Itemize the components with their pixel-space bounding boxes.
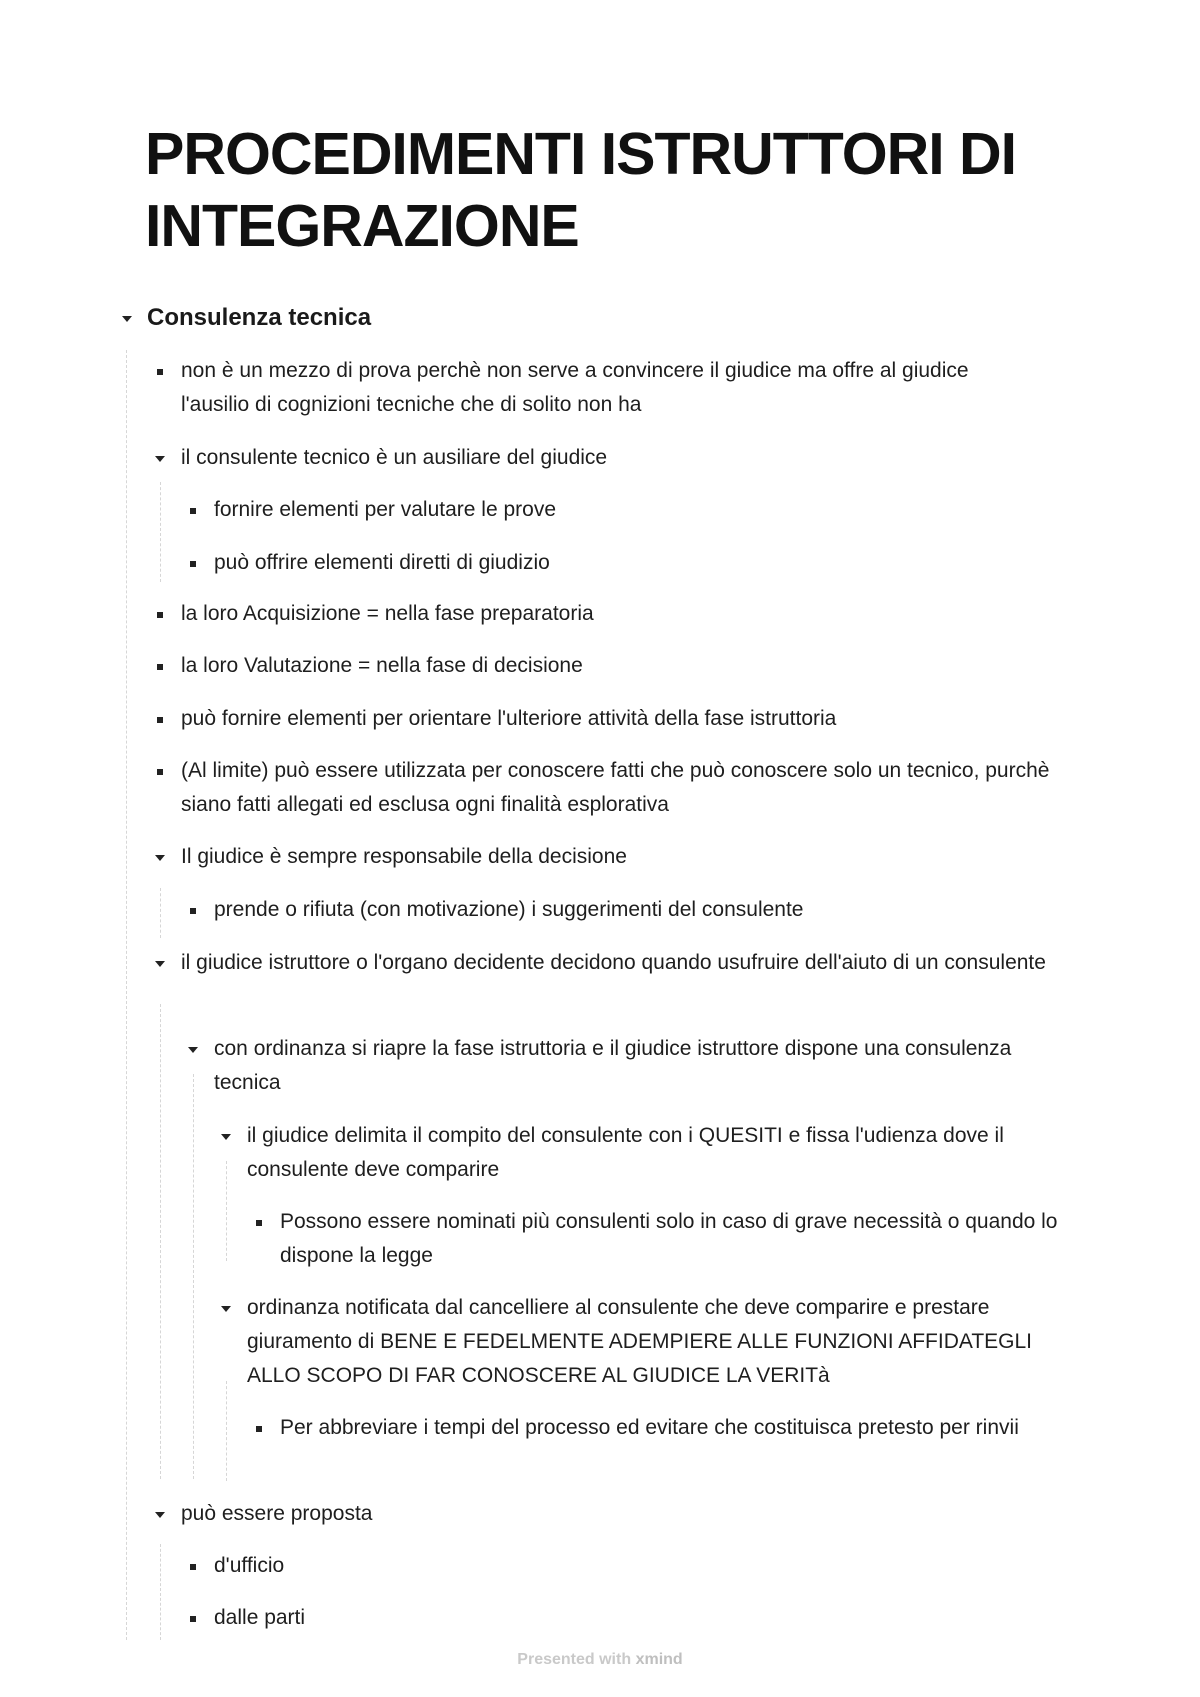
list-item: il giudice delimita il compito del consulente con i QUESITI e fissa l'udienza dove il consulente deve comparire bbox=[247, 1124, 1004, 1181]
page-title: PROCEDIMENTI ISTRUTTORI DI INTEGRAZIONE bbox=[145, 121, 1017, 259]
bullet-icon bbox=[152, 754, 168, 788]
bullet-icon bbox=[185, 1549, 201, 1583]
list-item: il consulente tecnico è un ausiliare del giudice bbox=[181, 446, 608, 469]
bullet-icon bbox=[185, 493, 201, 527]
list-item: fornire elementi per valutare le prove bbox=[214, 498, 557, 521]
collapse-toggle-icon[interactable] bbox=[119, 301, 135, 335]
bullet-icon bbox=[185, 893, 201, 927]
branch-guide-level-4 bbox=[226, 1381, 227, 1481]
branch-guide-level-1 bbox=[126, 350, 127, 1640]
collapse-toggle-icon[interactable] bbox=[152, 441, 168, 475]
list-item: Per abbreviare i tempi del processo ed evitare che costituisca pretesto per rinvii bbox=[280, 1416, 1019, 1439]
list-item: il giudice istruttore o l'organo decidente decidono quando usufruire dell'aiuto di un consulente bbox=[181, 951, 1046, 974]
list-item: ordinanza notificata dal cancelliere al consulente che deve comparire e prestare giuramento di BENE E FEDELMENTE ADEMPIERE ALLE FUNZIONI AFFIDATEGLI ALLO SCOPO DI FAR CONOSCERE AL GIUDICE LA VERITà bbox=[247, 1296, 1032, 1387]
main-topic[interactable] bbox=[147, 301, 1047, 335]
collapse-toggle-icon[interactable] bbox=[185, 1032, 201, 1066]
branch-guide-level-3 bbox=[193, 1074, 194, 1479]
list-item: può fornire elementi per orientare l'ulteriore attività della fase istruttoria bbox=[181, 707, 837, 730]
branch-guide-level-2 bbox=[160, 888, 161, 938]
list-item: può essere proposta bbox=[181, 1502, 373, 1525]
branch-guide-level-2 bbox=[160, 1004, 161, 1479]
collapse-toggle-icon[interactable] bbox=[152, 946, 168, 980]
bullet-icon bbox=[185, 1601, 201, 1635]
branch-guide-level-2 bbox=[160, 1544, 161, 1640]
list-item: dalle parti bbox=[214, 1606, 306, 1629]
branch-guide-level-2 bbox=[160, 482, 161, 582]
bullet-icon bbox=[251, 1411, 267, 1445]
list-item: la loro Acquisizione = nella fase preparatoria bbox=[181, 602, 594, 625]
collapse-toggle-icon[interactable] bbox=[152, 840, 168, 874]
collapse-toggle-icon[interactable] bbox=[218, 1119, 234, 1153]
main-topic-label: Consulenza tecnica bbox=[147, 304, 372, 331]
footer-attribution bbox=[0, 1651, 1200, 1669]
list-item: può offrire elementi diretti di giudizio bbox=[214, 551, 550, 574]
list-item: con ordinanza si riapre la fase istruttoria e il giudice istruttore dispone una consulenza tecnica bbox=[214, 1037, 1012, 1094]
collapse-toggle-icon[interactable] bbox=[152, 1497, 168, 1531]
bullet-icon bbox=[152, 702, 168, 736]
list-item: non è un mezzo di prova perchè non serve a convincere il giudice ma offre al giudice l'ausilio di cognizioni tecniche che di solito non ha bbox=[181, 359, 969, 416]
list-item: d'ufficio bbox=[214, 1554, 285, 1577]
bullet-icon bbox=[251, 1205, 267, 1239]
list-item: Possono essere nominati più consulenti solo in caso di grave necessità o quando lo dispone la legge bbox=[280, 1210, 1058, 1267]
xmind-logo: xmind bbox=[635, 1651, 683, 1668]
bullet-icon bbox=[152, 354, 168, 388]
list-item: (Al limite) può essere utilizzata per conoscere fatti che può conoscere solo un tecnico, purchè siano fatti allegati ed esclusa ogni finalità esplorativa bbox=[181, 759, 1050, 816]
footer-prefix: Presented with bbox=[517, 1651, 632, 1668]
bullet-icon bbox=[185, 546, 201, 580]
collapse-toggle-icon[interactable] bbox=[218, 1291, 234, 1325]
branch-guide-level-4 bbox=[226, 1161, 227, 1261]
list-item: prende o rifiuta (con motivazione) i suggerimenti del consulente bbox=[214, 898, 804, 921]
bullet-icon bbox=[152, 649, 168, 683]
list-item: Il giudice è sempre responsabile della decisione bbox=[181, 845, 627, 868]
bullet-icon bbox=[152, 597, 168, 631]
list-item: la loro Valutazione = nella fase di decisione bbox=[181, 654, 583, 677]
